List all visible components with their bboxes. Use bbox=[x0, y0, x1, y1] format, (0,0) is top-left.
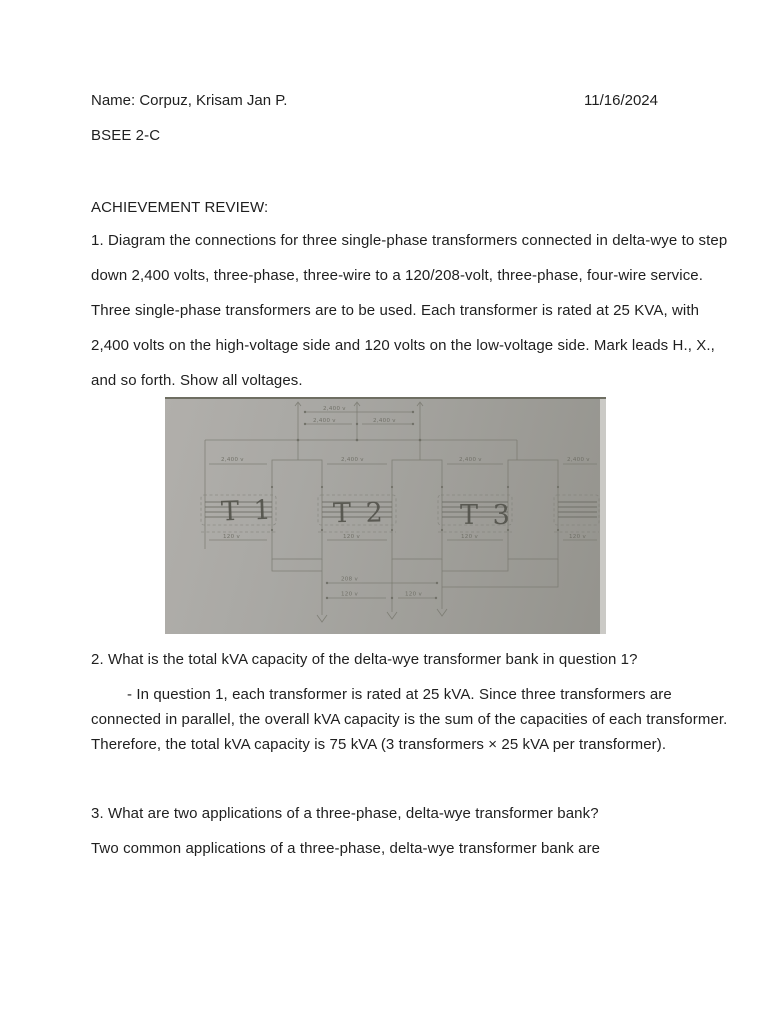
review-title: ACHIEVEMENT REVIEW: bbox=[91, 199, 269, 216]
voltage-annotation: 120 v bbox=[405, 591, 423, 598]
voltage-annotation: 120 v bbox=[569, 534, 587, 540]
wye-secondary-lines bbox=[272, 559, 558, 622]
transformer-label-t1: T 1 bbox=[220, 494, 275, 528]
question2-answer-line: connected in parallel, the overall kVA capacity is the sum of the capacities of each transformer. bbox=[91, 711, 728, 728]
hand-drawn-circuit-svg bbox=[165, 399, 606, 634]
voltage-annotation: 208 v bbox=[341, 576, 359, 583]
voltage-annotation: 120 v bbox=[343, 534, 361, 540]
question1-line: Three single-phase transformers are to be used. Each transformer is rated at 25 KVA, with bbox=[91, 302, 700, 319]
hv-feed-lines bbox=[295, 402, 423, 460]
question3-intro: Two common applications of a three-phase, delta-wye transformer bank are bbox=[91, 840, 601, 857]
transformer-labels bbox=[220, 495, 512, 531]
transformer-label-t3: T 3 bbox=[460, 500, 513, 531]
voltage-annotation: 2,400 v bbox=[221, 457, 244, 463]
question2-text: 2. What is the total kVA capacity of the delta-wye transformer bank in question 1? bbox=[91, 651, 638, 668]
question1-line: down 2,400 volts, three-phase, three-wire to a 120/208-volt, three-phase, four-wire service. bbox=[91, 267, 704, 284]
voltage-annotation: 120 v bbox=[461, 534, 479, 540]
ground-mark bbox=[437, 609, 447, 616]
ground-mark bbox=[387, 612, 397, 619]
transformer-label-t2: T 2 bbox=[332, 497, 387, 530]
voltage-annotation: 120 v bbox=[223, 534, 241, 540]
class-section: BSEE 2-C bbox=[91, 127, 161, 144]
voltage-annotation: 2,400 v bbox=[323, 406, 346, 412]
question1-line: and so forth. Show all voltages. bbox=[91, 372, 303, 389]
question3-text: 3. What are two applications of a three-phase, delta-wye transformer bank? bbox=[91, 805, 599, 822]
question2-answer-line: Therefore, the total kVA capacity is 75 kVA (3 transformers × 25 kVA per transformer). bbox=[91, 736, 667, 753]
ground-mark bbox=[317, 615, 327, 622]
voltage-annotation: 120 v bbox=[341, 591, 359, 598]
student-name: Name: Corpuz, Krisam Jan P. bbox=[91, 92, 288, 109]
transformer-core-boxes bbox=[271, 460, 559, 559]
delta-bus-lines bbox=[205, 439, 517, 549]
voltage-annotation: 2,400 v bbox=[567, 457, 590, 463]
lv-lead-arrows bbox=[209, 534, 597, 540]
document-date: 11/16/2024 bbox=[584, 92, 658, 109]
photo-paper-edge bbox=[600, 399, 606, 634]
voltage-annotation: 2,400 v bbox=[313, 418, 336, 424]
voltage-annotation: 2,400 v bbox=[459, 457, 482, 463]
transformer-diagram-photo bbox=[165, 397, 606, 634]
hv-lead-arrows bbox=[209, 457, 597, 464]
question1-line: 2,400 volts on the high-voltage side and 120 volts on the low-voltage side. Mark leads H., X., bbox=[91, 337, 715, 354]
question1-line: 1. Diagram the connections for three single-phase transformers connected in delta-wye to step bbox=[91, 232, 728, 249]
voltage-annotation: 2,400 v bbox=[341, 457, 364, 463]
question2-answer-line: - In question 1, each transformer is rated at 25 kVA. Since three transformers are bbox=[127, 686, 672, 703]
document-header bbox=[91, 92, 658, 109]
voltage-annotation: 2,400 v bbox=[373, 418, 396, 424]
